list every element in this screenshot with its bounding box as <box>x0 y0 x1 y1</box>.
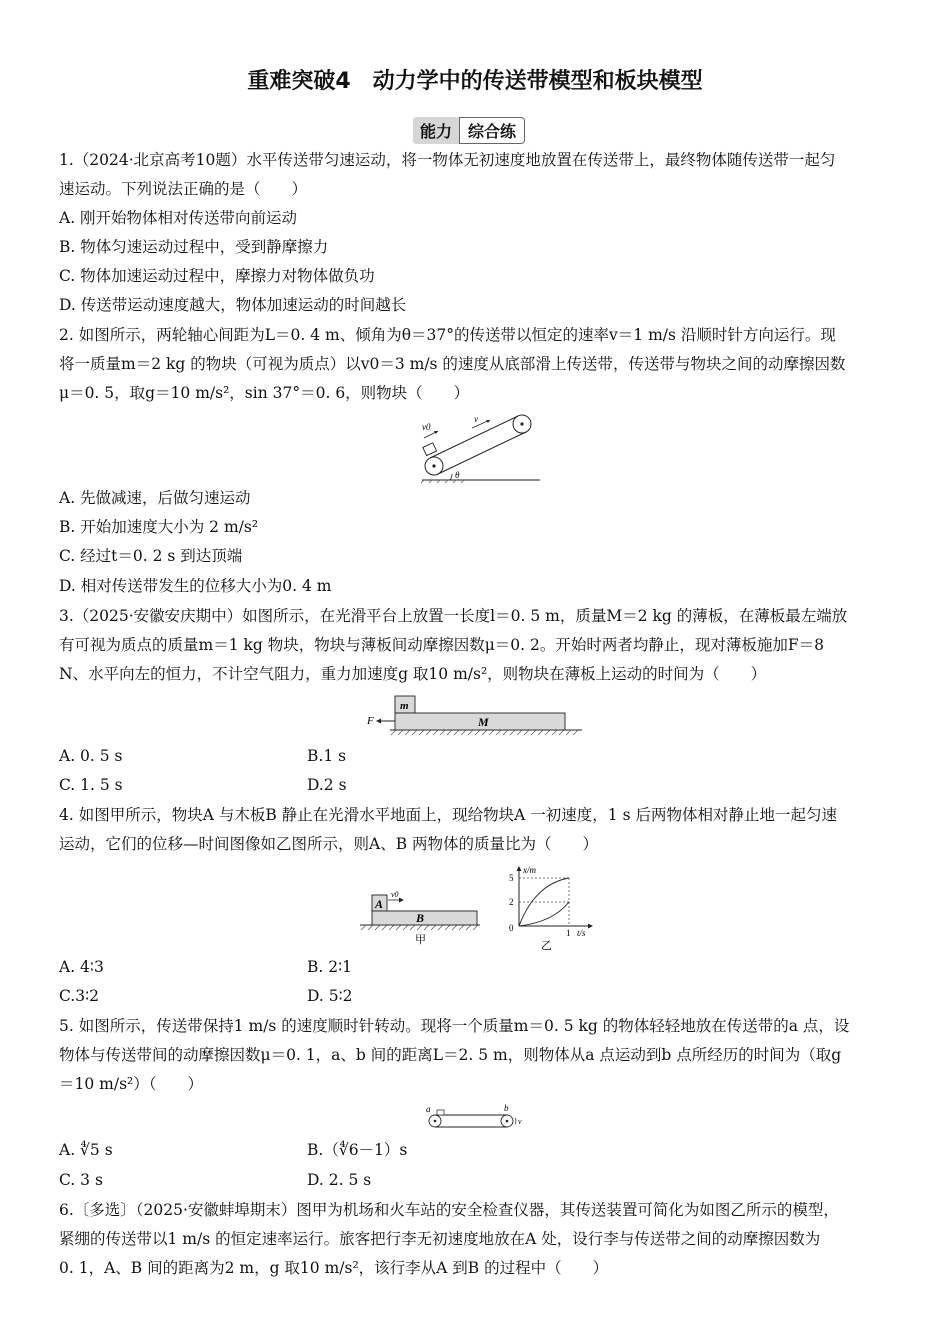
q4-fig-b-label: B <box>416 911 425 925</box>
ground-hatch-line <box>412 730 417 735</box>
ground-hatch-line <box>566 730 571 735</box>
q3-fig-big-m-label: M <box>478 715 489 729</box>
q4-option-a: A. 4∶3 <box>59 958 104 976</box>
q3-fig-f-label: F <box>367 715 374 727</box>
q5-option-c: C. 3 s <box>59 1171 103 1189</box>
ground-hatch-line <box>482 730 487 735</box>
ground-hatch-line <box>361 925 366 930</box>
q4-fig-ylabel: x/m <box>523 865 536 875</box>
q6-line-3: 0. 1，A、B 间的距离为2 m，g 取10 m/s²，该行李从A 到B 的过程中（ ） <box>59 1259 609 1277</box>
q4-fig-y2: 2 <box>509 897 514 907</box>
ground-hatch-line <box>396 925 401 930</box>
q5-option-b: B.（∜6－1）s <box>307 1141 408 1159</box>
badge-left: 能力 <box>413 117 459 144</box>
ground-hatch-line <box>461 730 466 735</box>
q4-fig-yi-caption: 乙 <box>541 939 552 952</box>
ground-hatch-line <box>389 925 394 930</box>
q4-fig-jia-caption: 甲 <box>415 933 426 946</box>
ground-hatch-line <box>391 730 396 735</box>
ground-hatch-line <box>368 925 373 930</box>
q2-option-d: D. 相对传送带发生的位移大小为0. 4 m <box>59 577 332 595</box>
ground-hatch-line <box>438 925 443 930</box>
ground-hatch-line <box>440 730 445 735</box>
q2-option-a: A. 先做减速，后做匀速运动 <box>59 489 251 507</box>
ground-hatch-line <box>459 925 464 930</box>
ground-hatch-line <box>573 730 578 735</box>
q4-figure-yi-xt-graph <box>505 864 597 952</box>
q4-figure-jia <box>358 888 482 946</box>
ground-hatch-line <box>410 925 415 930</box>
q4-fig-origin: 0 <box>509 923 514 933</box>
q3-line-1: 3.（2025·安徽安庆期中）如图所示，在光滑平台上放置一长度l＝0. 5 m，质量M＝2 kg 的薄板，在薄板最左端放 <box>59 607 848 625</box>
q6-line-1: 6.〔多选〕（2025·安徽蚌埠期末）图甲为机场和火车站的安全检查仪器，其传送装置可简化为如图乙所示的模型， <box>59 1201 839 1219</box>
ground-hatch-line <box>552 730 557 735</box>
q5-fig-a-label: a <box>426 1104 431 1114</box>
ground-hatch-line <box>454 730 459 735</box>
ground-hatch-line <box>496 730 501 735</box>
q3-option-b: B.1 s <box>307 747 347 765</box>
q3-line-2: 有可视为质点的质量m＝1 kg 物块，物块与薄板间动摩擦因数μ＝0. 2。开始时两者均静止，现对薄板施加F＝8 <box>59 636 824 654</box>
ground-hatch-line <box>510 730 515 735</box>
ground-hatch-line <box>466 925 471 930</box>
q4-fig-xlabel: t/s <box>577 928 586 938</box>
ground-hatch-line <box>431 925 436 930</box>
q5-belt-figure <box>420 1100 530 1130</box>
q1-option-a: A. 刚开始物体相对传送带向前运动 <box>59 209 298 227</box>
q3-option-a: A. 0. 5 s <box>59 747 123 765</box>
ground-hatch-line <box>503 730 508 735</box>
q5-option-a: A. ∜5 s <box>59 1141 113 1159</box>
q3-option-d: D.2 s <box>307 776 347 794</box>
q4-line-1: 4. 如图甲所示，物块A 与木板B 静止在光滑水平地面上，现给物块A 一初速度，1 s 后两物体相对静止地一起匀速 <box>59 806 837 824</box>
ground-hatch-line <box>473 925 478 930</box>
ground-hatch-line <box>445 925 450 930</box>
ground-hatch-line <box>424 925 429 930</box>
ground-hatch-line <box>517 730 522 735</box>
q3-line-3: N、水平向左的恒力，不计空气阻力，重力加速度g 取10 m/s²，则物块在薄板上运动的时间为（ ） <box>59 665 767 683</box>
ground-hatch-line <box>403 925 408 930</box>
ground-hatch-line <box>447 730 452 735</box>
ground-hatch-line <box>489 730 494 735</box>
q2-option-c: C. 经过t＝0. 2 s 到达顶端 <box>59 547 243 565</box>
ground-hatch-line <box>405 730 410 735</box>
page-title: 重难突破4 动力学中的传送带模型和板块模型 <box>247 69 703 94</box>
ground-hatch-line <box>417 925 422 930</box>
section-badge <box>413 117 525 143</box>
q3-fig-m-label: m <box>400 700 409 712</box>
ground-hatch-line <box>398 730 403 735</box>
ground-hatch-line <box>475 730 480 735</box>
q1-line-2: 速运动。下列说法正确的是（ ） <box>59 180 308 198</box>
q2-fig-v-label: v <box>474 414 478 424</box>
q2-line-3: μ＝0. 5，取g＝10 m/s²，sin 37°＝0. 6，则物块（ ） <box>59 384 470 402</box>
q2-fig-theta-label: θ <box>455 470 460 480</box>
q4-fig-y5: 5 <box>509 873 514 883</box>
ground-hatch-line <box>433 730 438 735</box>
ground-hatch-line <box>452 925 457 930</box>
ground-hatch-line <box>375 925 380 930</box>
badge-right: 综合练 <box>459 117 525 144</box>
q2-fig-v0-label: v0 <box>422 422 431 432</box>
ground-hatch-line <box>426 730 431 735</box>
q4-line-2: 运动，它们的位移—时间图像如乙图所示，则A、B 两物体的质量比为（ ） <box>59 835 599 853</box>
q4-option-b: B. 2∶1 <box>307 958 353 976</box>
q5-fig-b-label: b <box>504 1103 509 1113</box>
q1-option-c: C. 物体加速运动过程中，摩擦力对物体做负功 <box>59 267 375 285</box>
q5-line-1: 5. 如图所示，传送带保持1 m/s 的速度顺时针转动。现将一个质量m＝0. 5 kg 的物体轻轻地放在传送带的a 点，设 <box>59 1017 850 1035</box>
q4-fig-a-label: A <box>375 897 384 911</box>
q5-line-2: 物体与传送带间的动摩擦因数μ＝0. 1，a、b 间的距离L＝2. 5 m，则物体从a 点运动到b 点所经历的时间为（取g <box>59 1046 842 1064</box>
q4-option-c: C.3∶2 <box>59 987 99 1005</box>
ground-hatch-line <box>419 730 424 735</box>
q4-fig-t1: 1 <box>566 928 571 938</box>
ground-hatch-line <box>531 730 536 735</box>
ground-hatch-line <box>538 730 543 735</box>
q6-line-2: 紧绷的传送带以1 m/s 的恒定速率运行。旅客把行李无初速度地放在A 处，设行李与传送带之间的动摩擦因数为 <box>59 1230 821 1248</box>
q1-option-b: B. 物体匀速运动过程中，受到静摩擦力 <box>59 238 329 256</box>
ground-hatch-line <box>559 730 564 735</box>
ground-hatch-line <box>524 730 529 735</box>
q5-fig-v-label: v <box>518 1117 522 1126</box>
q2-line-2: 将一质量m＝2 kg 的物块（可视为质点）以v0＝3 m/s 的速度从底部滑上传送带，传送带与物块之间的动摩擦因数 <box>59 355 846 373</box>
q1-option-d: D. 传送带运动速度越大，物体加速运动的时间越长 <box>59 296 407 314</box>
q3-option-c: C. 1. 5 s <box>59 776 123 794</box>
ground-hatch-line <box>382 925 387 930</box>
q1-line-1: 1.（2024·北京高考10题）水平传送带匀速运动，将一物体无初速度地放置在传送带上，最终物体随传送带一起匀 <box>59 151 836 169</box>
ground-hatch-line <box>468 730 473 735</box>
q5-line-3: ＝10 m/s²）（ ） <box>59 1075 203 1093</box>
q2-incline-belt-figure <box>410 408 550 483</box>
q4-option-d: D. 5∶2 <box>307 987 353 1005</box>
q2-option-b: B. 开始加速度大小为 2 m/s² <box>59 518 259 536</box>
q3-board-block-figure <box>362 692 584 738</box>
ground-hatch-line <box>545 730 550 735</box>
q2-line-1: 2. 如图所示，两轮轴心间距为L＝0. 4 m、倾角为θ＝37°的传送带以恒定的速率v＝1 m/s 沿顺时针方向运行。现 <box>59 326 836 344</box>
q4-fig-v0-label: v0 <box>391 890 399 899</box>
q5-option-d: D. 2. 5 s <box>307 1171 372 1189</box>
